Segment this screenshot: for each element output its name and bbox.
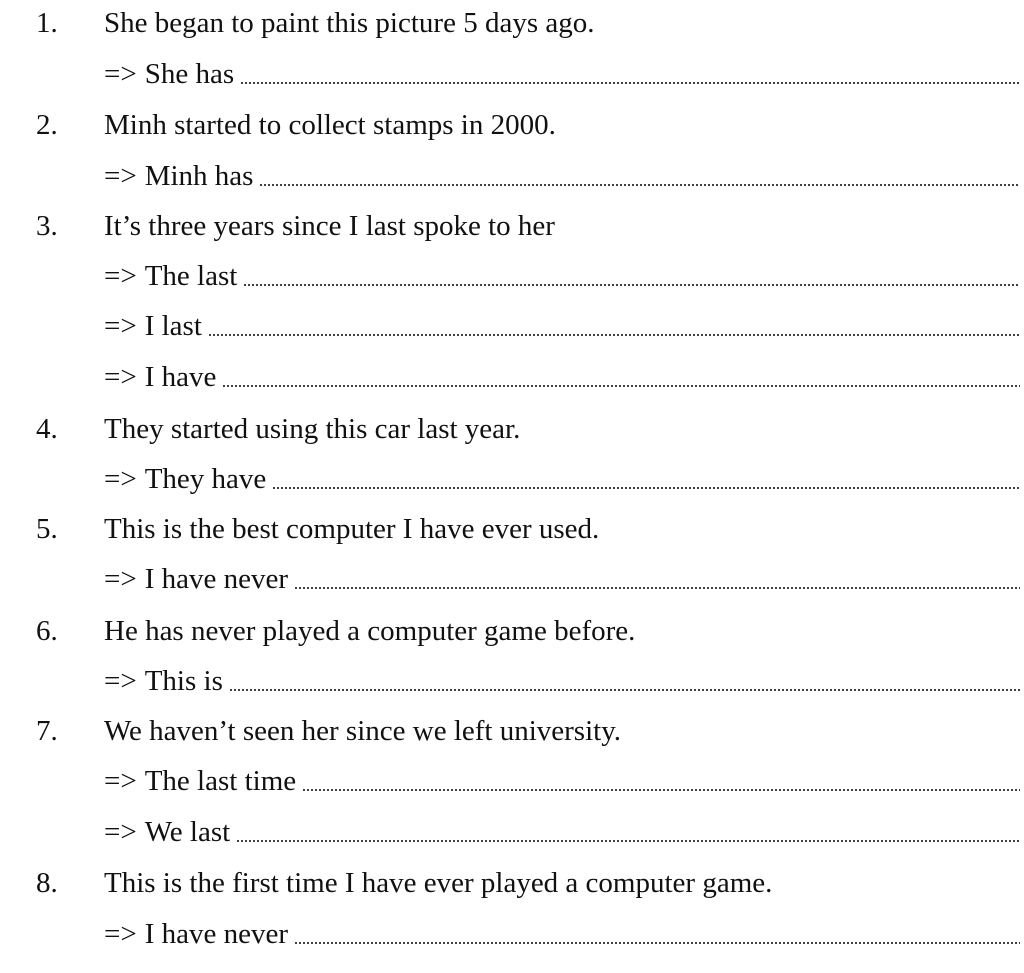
dotted-answer-blank[interactable] (294, 941, 1020, 945)
answer-line (104, 462, 1020, 496)
answer-prompt: Minh has (144, 160, 254, 192)
question-text: She began to paint this picture 5 days ago. (104, 7, 595, 39)
answer-line (104, 815, 1020, 849)
answer-line (104, 57, 1020, 91)
question-number: 4. (36, 413, 58, 445)
answer-prompt: I have never (144, 918, 289, 950)
arrow-symbol: => (104, 918, 137, 950)
dotted-answer-blank[interactable] (294, 586, 1020, 590)
answer-prompt: I have never (144, 563, 289, 595)
arrow-symbol: => (104, 160, 137, 192)
arrow-symbol: => (104, 58, 137, 90)
dotted-answer-blank[interactable] (236, 839, 1020, 843)
arrow-symbol: => (104, 260, 137, 292)
answer-prompt: We last (144, 816, 231, 848)
arrow-symbol: => (104, 361, 137, 393)
question-text: This is the first time I have ever played a computer game. (104, 867, 773, 899)
dotted-answer-blank[interactable] (259, 183, 1020, 187)
question-number: 1. (36, 7, 58, 39)
answer-line (104, 309, 1020, 343)
dotted-answer-blank[interactable] (208, 333, 1020, 337)
question-text: It’s three years since I last spoke to her (104, 210, 555, 242)
arrow-symbol: => (104, 765, 137, 797)
answer-line (104, 562, 1020, 596)
question-text: This is the best computer I have ever used. (104, 513, 600, 545)
answer-prompt: I last (144, 310, 202, 342)
question-number: 3. (36, 210, 58, 242)
question-number: 5. (36, 513, 58, 545)
dotted-answer-blank[interactable] (222, 384, 1020, 388)
answer-line (104, 764, 1020, 798)
answer-prompt: I have (144, 361, 217, 393)
answer-prompt: They have (144, 463, 267, 495)
answer-prompt: The last time (144, 765, 297, 797)
answer-line (104, 360, 1020, 394)
question-number: 8. (36, 867, 58, 899)
dotted-answer-blank[interactable] (272, 486, 1020, 490)
question-text: Minh started to collect stamps in 2000. (104, 109, 556, 141)
arrow-symbol: => (104, 665, 137, 697)
answer-line (104, 664, 1020, 698)
arrow-symbol: => (104, 463, 137, 495)
answer-line (104, 259, 1020, 293)
question-text: They started using this car last year. (104, 413, 521, 445)
arrow-symbol: => (104, 816, 137, 848)
question-text: He has never played a computer game before. (104, 615, 636, 647)
answer-line (104, 917, 1020, 951)
dotted-answer-blank[interactable] (302, 788, 1020, 792)
arrow-symbol: => (104, 310, 137, 342)
question-number: 6. (36, 615, 58, 647)
answer-prompt: This is (144, 665, 223, 697)
question-text: We haven’t seen her since we left university. (104, 715, 622, 747)
answer-prompt: She has (144, 58, 235, 90)
answer-line (104, 159, 1020, 193)
dotted-answer-blank[interactable] (229, 688, 1020, 692)
arrow-symbol: => (104, 563, 137, 595)
dotted-answer-blank[interactable] (243, 283, 1020, 287)
question-number: 2. (36, 109, 58, 141)
question-number: 7. (36, 715, 58, 747)
answer-prompt: The last (144, 260, 238, 292)
dotted-answer-blank[interactable] (240, 81, 1020, 85)
